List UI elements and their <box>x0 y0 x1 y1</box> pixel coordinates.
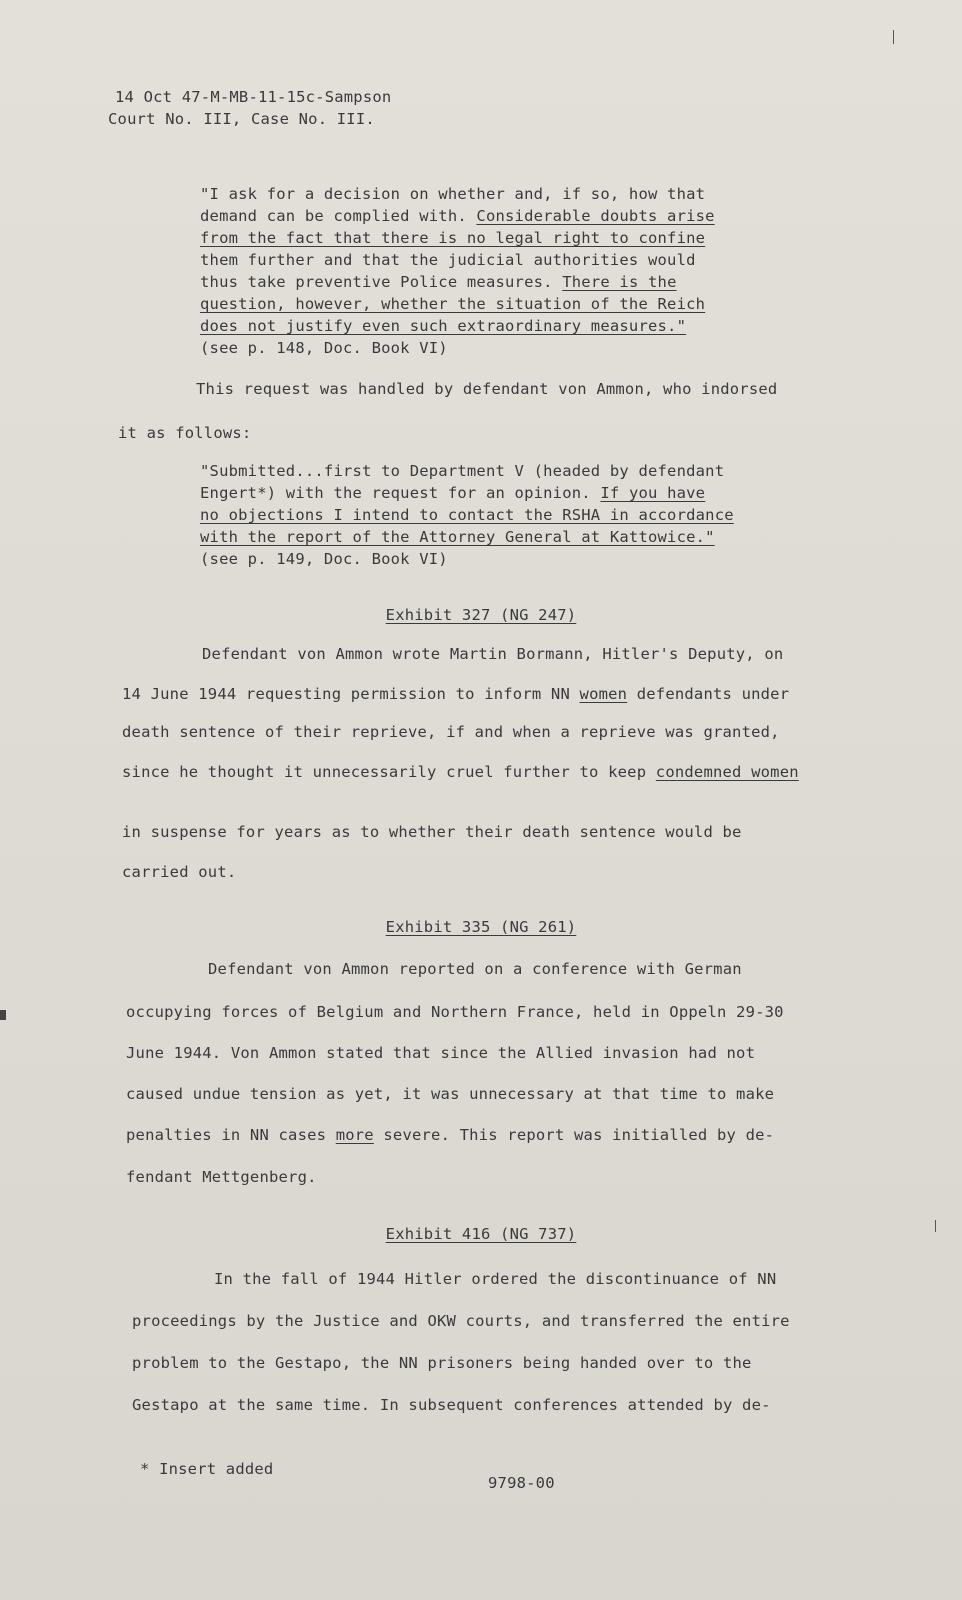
quote1-line-6: question, however, whether the situation of the Reich <box>200 295 706 313</box>
exhibit-327-line-4 <box>122 763 799 781</box>
exhibit-327-line-3: death sentence of their reprieve, if and when a reprieve was granted, <box>122 723 780 741</box>
exhibit-335-title-text: Exhibit 335 (NG 261) <box>385 918 577 936</box>
quote1-line-2b: Considerable doubts arise <box>476 207 715 225</box>
header-line-2: Court No. III, Case No. III. <box>108 110 375 128</box>
quote1-line-2a: demand can be complied with. <box>200 207 477 225</box>
quote2-line-3: no objections I intend to contact the RSHA in accordance <box>200 506 734 524</box>
quote2-line-1: "Submitted...first to Department V (headed by defendant <box>200 462 725 480</box>
exhibit-335-line-5a: penalties in NN cases <box>126 1126 336 1144</box>
quote2-citation: (see p. 149, Doc. Book VI) <box>200 550 448 568</box>
exhibit-327-line-1: Defendant von Ammon wrote Martin Bormann, Hitler's Deputy, on <box>202 645 784 663</box>
quote2-line-2a: Engert*) with the request for an opinion. <box>200 484 601 502</box>
exhibit-335-line-2: occupying forces of Belgium and Northern France, held in Oppeln 29-30 <box>126 1003 784 1021</box>
exhibit-416-title <box>0 1225 962 1243</box>
page-number: 9798-00 <box>488 1474 555 1492</box>
quote1-citation: (see p. 148, Doc. Book VI) <box>200 339 448 357</box>
quote2-line-2b: If you have <box>600 484 706 502</box>
exhibit-327-line-4a: since he thought it unnecessarily cruel further to keep <box>122 763 656 781</box>
quote2-line-4: with the report of the Attorney General at Kattowice." <box>200 528 715 546</box>
quote1-line-3: from the fact that there is no legal right to confine <box>200 229 706 247</box>
exhibit-327-line-5: in suspense for years as to whether their death sentence would be <box>122 823 742 841</box>
exhibit-416-line-3: problem to the Gestapo, the NN prisoners being handed over to the <box>132 1354 752 1372</box>
exhibit-335-line-5 <box>126 1126 774 1144</box>
exhibit-327-line-6: carried out. <box>122 863 237 881</box>
footnote: * Insert added <box>140 1460 274 1478</box>
exhibit-416-line-4: Gestapo at the same time. In subsequent conferences attended by de- <box>132 1396 771 1414</box>
exhibit-327-line-2 <box>122 685 789 703</box>
exhibit-416-title-text: Exhibit 416 (NG 737) <box>385 1225 577 1243</box>
quote1-line-5 <box>200 273 677 291</box>
quote1-line-5a: thus take preventive Police measures. <box>200 273 563 291</box>
exhibit-416-line-1: In the fall of 1944 Hitler ordered the discontinuance of NN <box>214 1270 777 1288</box>
exhibit-416-line-2: proceedings by the Justice and OKW courts, and transferred the entire <box>132 1312 790 1330</box>
para1-line-1: This request was handled by defendant von Ammon, who indorsed <box>196 380 778 398</box>
exhibit-327-line-2c: defendants under <box>627 685 790 703</box>
exhibit-335-line-5b: more <box>335 1126 374 1144</box>
quote1-line-4: them further and that the judicial authorities would <box>200 251 696 269</box>
scan-tick-mark-2 <box>935 1220 936 1232</box>
quote1-line-7: does not justify even such extraordinary measures." <box>200 317 687 335</box>
exhibit-335-line-6: fendant Mettgenberg. <box>126 1168 317 1186</box>
para1-line-2: it as follows: <box>118 424 252 442</box>
header-line-1: 14 Oct 47-M-MB-11-15c-Sampson <box>115 88 392 106</box>
exhibit-335-line-4: caused undue tension as yet, it was unnecessary at that time to make <box>126 1085 775 1103</box>
exhibit-327-line-2a: 14 June 1944 requesting permission to inform NN <box>122 685 580 703</box>
exhibit-335-line-1: Defendant von Ammon reported on a conference with German <box>208 960 742 978</box>
quote2-line-2 <box>200 484 705 502</box>
scan-edge-mark <box>0 1010 6 1020</box>
quote1-line-1: "I ask for a decision on whether and, if so, how that <box>200 185 706 203</box>
exhibit-327-line-4b: condemned women <box>655 763 799 781</box>
exhibit-335-title <box>0 918 962 936</box>
scan-tick-mark <box>893 30 894 44</box>
exhibit-327-title <box>0 606 962 624</box>
exhibit-335-line-5c: severe. This report was initialled by de- <box>373 1126 775 1144</box>
quote1-line-2 <box>200 207 715 225</box>
exhibit-327-title-text: Exhibit 327 (NG 247) <box>385 606 577 624</box>
exhibit-335-line-3: June 1944. Von Ammon stated that since the Allied invasion had not <box>126 1044 756 1062</box>
exhibit-327-line-2b: women <box>579 685 628 703</box>
quote1-line-5b: There is the <box>562 273 677 291</box>
